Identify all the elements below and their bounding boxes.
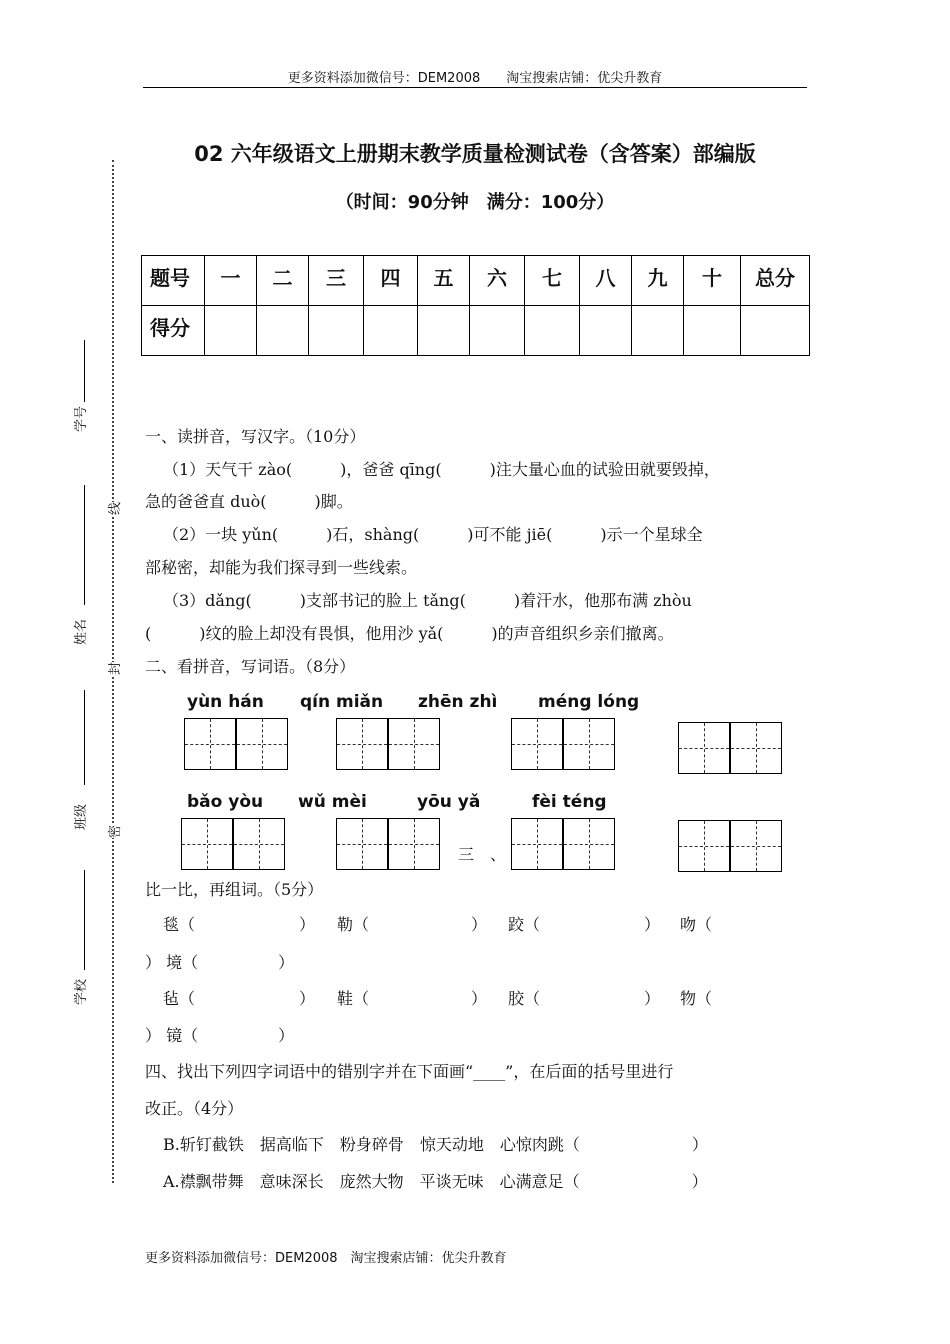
word-compare-close: ） [471,915,488,934]
word-compare-item: 毡（ [163,989,196,1008]
pinyin-label: zhēn zhì [418,692,498,712]
writing-grid-box[interactable] [236,718,288,770]
seal-char-line: 线 [104,502,123,515]
score-blank-cell[interactable] [257,306,309,356]
section4-title-cont: 改正。（4分） [145,1099,244,1118]
section4-option-a: A.襟飘带舞 意味深长 庞然大物 平谈无味 心满意足（ ） [163,1172,708,1191]
writing-grid-box[interactable] [563,718,615,770]
writing-grid-box[interactable] [730,722,782,774]
school-rule [84,870,85,970]
student-id-rule [84,340,85,402]
score-blank-cell[interactable] [632,306,684,356]
score-blank-cell[interactable] [418,306,470,356]
writing-grid-box[interactable] [511,718,563,770]
page-footer: 更多资料添加微信号：DEM2008 淘宝搜索店铺：优尖升教育 [145,1251,507,1266]
word-compare-close: ） [471,989,488,1008]
score-cell: 五 [418,256,470,306]
word-compare-close: ） [644,989,661,1008]
writing-grid-box[interactable] [388,718,440,770]
word-compare-item: 毯（ [163,915,196,934]
page-header: 更多资料添加微信号：DEM2008 淘宝搜索店铺：优尖升教育 [287,71,663,86]
score-table [141,255,810,356]
score-cell: 二 [257,256,309,306]
score-cell: 题号 [142,256,205,306]
page-subtitle: （时间：90分钟 满分：100分） [335,192,615,213]
student-id-label: 学号 [74,405,89,432]
score-cell: 九 [632,256,684,306]
word-compare-close: ） [299,915,316,934]
writing-grid-box[interactable] [678,820,730,872]
writing-grid-box[interactable] [678,722,730,774]
seal-char-seal: 封 [104,662,123,675]
score-cell: 十 [684,256,741,306]
word-compare-close: ） [299,989,316,1008]
score-cell: 八 [580,256,632,306]
section1-title: 一、读拼音，写汉字。（10分） [145,427,366,446]
section1-line: 急的爸爸直 duò( )脚。 [145,492,353,511]
writing-grid-box[interactable] [730,820,782,872]
class-label: 班级 [74,803,89,830]
score-blank-cell[interactable] [364,306,418,356]
pinyin-label: yōu yǎ [417,792,481,812]
writing-grid-box[interactable] [184,718,236,770]
writing-grid-box[interactable] [511,818,563,870]
writing-grid-box[interactable] [336,718,388,770]
score-blank-cell[interactable] [684,306,741,356]
pinyin-label: wǔ mèi [298,792,367,812]
section1-line: ( )纹的脸上却没有畏惧，他用沙 yǎ( )的声音组织乡亲们撤离。 [145,624,674,643]
seal-char-secret: 密 [104,825,123,838]
score-blank-cell[interactable] [470,306,525,356]
word-compare-item: 物（ [680,989,713,1008]
word-compare-item: ） 境（ ） [145,953,295,972]
writing-grid-box[interactable] [563,818,615,870]
word-compare-item: 吻（ [680,915,713,934]
score-cell: 七 [525,256,580,306]
word-compare-item: 跤（ [508,915,541,934]
section3-title: 比一比，再组词。（5分） [145,880,324,899]
score-blank-cell[interactable] [309,306,364,356]
section4-option-b: B.斩钉截铁 据高临下 粉身碎骨 惊天动地 心惊肉跳（ ） [163,1135,708,1154]
score-blank-cell[interactable] [205,306,257,356]
writing-grid-box[interactable] [336,818,388,870]
page-title: 02 六年级语文上册期末教学质量检测试卷（含答案）部编版 [194,142,756,166]
section1-line: （1）天气干 zào( )，爸爸 qīng( )注大量心血的试验田就要毁掉， [163,460,720,479]
score-row-label: 得分 [142,306,205,356]
pinyin-label: qín miǎn [300,692,384,712]
pinyin-label: fèi téng [532,792,607,812]
score-table-score-row [142,306,810,356]
word-compare-item: 胶（ [508,989,541,1008]
pinyin-label: bǎo yòu [187,792,264,812]
writing-grid-box[interactable] [388,818,440,870]
word-compare-item: 勒（ [337,915,370,934]
score-cell: 三 [309,256,364,306]
section1-line: （2）一块 yǔn( )石，shàng( )可不能 jiē( )示一个星球全 [163,525,703,544]
word-compare-item: ） 镜（ ） [145,1026,295,1045]
section3-number: 三 、 [458,845,507,864]
score-table-header-row [142,256,810,306]
section4-title: 四、找出下列四字词语中的错别字并在下面画“____”，在后面的括号里进行 [145,1062,674,1081]
writing-grid-box[interactable] [233,818,285,870]
word-compare-item: 鞋（ [337,989,370,1008]
score-cell: 六 [470,256,525,306]
name-rule [84,485,85,605]
score-blank-cell[interactable] [580,306,632,356]
header-rule [143,87,807,88]
pinyin-label: yùn hán [187,692,264,712]
writing-grid-box[interactable] [181,818,233,870]
section1-line: 部秘密，却能为我们探寻到一些线索。 [145,558,418,577]
score-cell: 总分 [741,256,810,306]
school-label: 学校 [74,978,89,1005]
score-blank-cell[interactable] [525,306,580,356]
word-compare-close: ） [644,915,661,934]
score-cell: 一 [205,256,257,306]
pinyin-label: méng lóng [538,692,640,712]
class-rule [84,690,85,785]
section1-line: （3）dǎng( )支部书记的脸上 tǎng( )着汗水，他那布满 zhòu [163,591,692,610]
section2-title: 二、看拼音，写词语。（8分） [145,657,356,676]
name-label: 姓名 [74,618,89,645]
score-cell: 四 [364,256,418,306]
score-blank-cell[interactable] [741,306,810,356]
